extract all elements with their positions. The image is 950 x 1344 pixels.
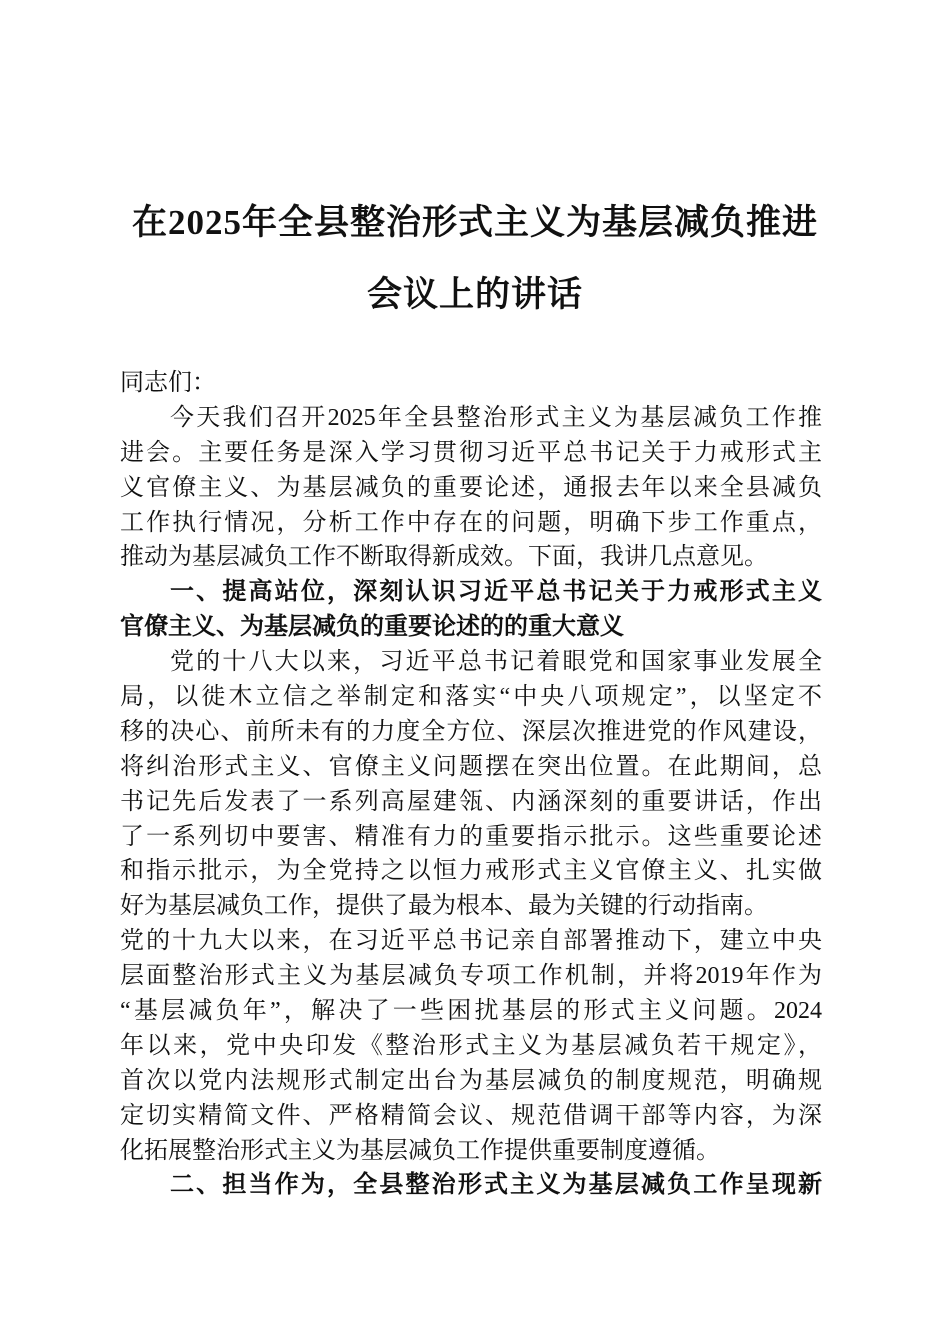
body-text-line: 党的十八大以来，习近平总书记着眼党和国家事业发展全 [170, 649, 822, 676]
body-text-line: 层面整治形式主义为基层减负专项工作机制，并将2019年作为 [120, 963, 822, 990]
document-title-line-2: 会议上的讲话 [366, 275, 583, 314]
body-text-line: 工作执行情况，分析工作中存在的问题，明确下步工作重点， [120, 509, 822, 536]
body-text-line: 移的决心、前所未有的力度全方位、深层次推进党的作风建设， [120, 718, 822, 745]
body-text-line: 党的十九大以来，在习近平总书记亲自部署推动下，建立中央 [120, 928, 822, 955]
document-title-line-1: 在2025年全县整治形式主义为基层减负推进 [131, 203, 818, 242]
body-text-line: 了一系列切中要害、精准有力的重要指示批示。这些重要论述 [120, 823, 822, 850]
section-heading-line: 官僚主义、为基层减负的重要论述的的重大意义 [120, 614, 624, 641]
body-text-line: 首次以党内法规形式制定出台为基层减负的制度规范，明确规 [120, 1067, 822, 1094]
body-text-line: 进会。主要任务是深入学习贯彻习近平总书记关于力戒形式主 [120, 439, 822, 466]
section-heading-line: 一、提高站位，深刻认识习近平总书记关于力戒形式主义 [170, 579, 822, 606]
body-text-line: 今天我们召开2025年全县整治形式主义为基层减负工作推 [170, 404, 822, 431]
document-body [120, 366, 822, 1203]
body-text-line: 将纠治形式主义、官僚主义问题摆在突出位置。在此期间，总 [120, 753, 822, 780]
body-text-line: 同志们： [120, 370, 216, 396]
section-heading-line: 二、担当作为，全县整治形式主义为基层减负工作呈现新 [170, 1172, 822, 1199]
body-text-line: 和指示批示，为全党持之以恒力戒形式主义官僚主义、扎实做 [120, 858, 822, 885]
body-text-line: 书记先后发表了一系列高屋建瓴、内涵深刻的重要讲话，作出 [120, 788, 822, 815]
body-text-line: 推动为基层减负工作不断取得新成效。下面，我讲几点意见。 [120, 544, 768, 571]
body-text-line: 局，以徙木立信之举制定和落实“中央八项规定”，以坚定不 [120, 684, 822, 711]
body-text-line: 好为基层减负工作，提供了最为根本、最为关键的行动指南。 [120, 893, 768, 920]
body-text-line: 义官僚主义、为基层减负的重要论述，通报去年以来全县减负 [120, 474, 822, 501]
body-text-line: “基层减负年”，解决了一些困扰基层的形式主义问题。2024 [120, 998, 822, 1025]
body-text-line: 化拓展整治形式主义为基层减负工作提供重要制度遵循。 [120, 1137, 720, 1164]
body-text-line: 定切实精简文件、严格精简会议、规范借调干部等内容，为深 [120, 1102, 822, 1129]
body-text-line: 年以来，党中央印发《整治形式主义为基层减负若干规定》， [120, 1032, 822, 1059]
